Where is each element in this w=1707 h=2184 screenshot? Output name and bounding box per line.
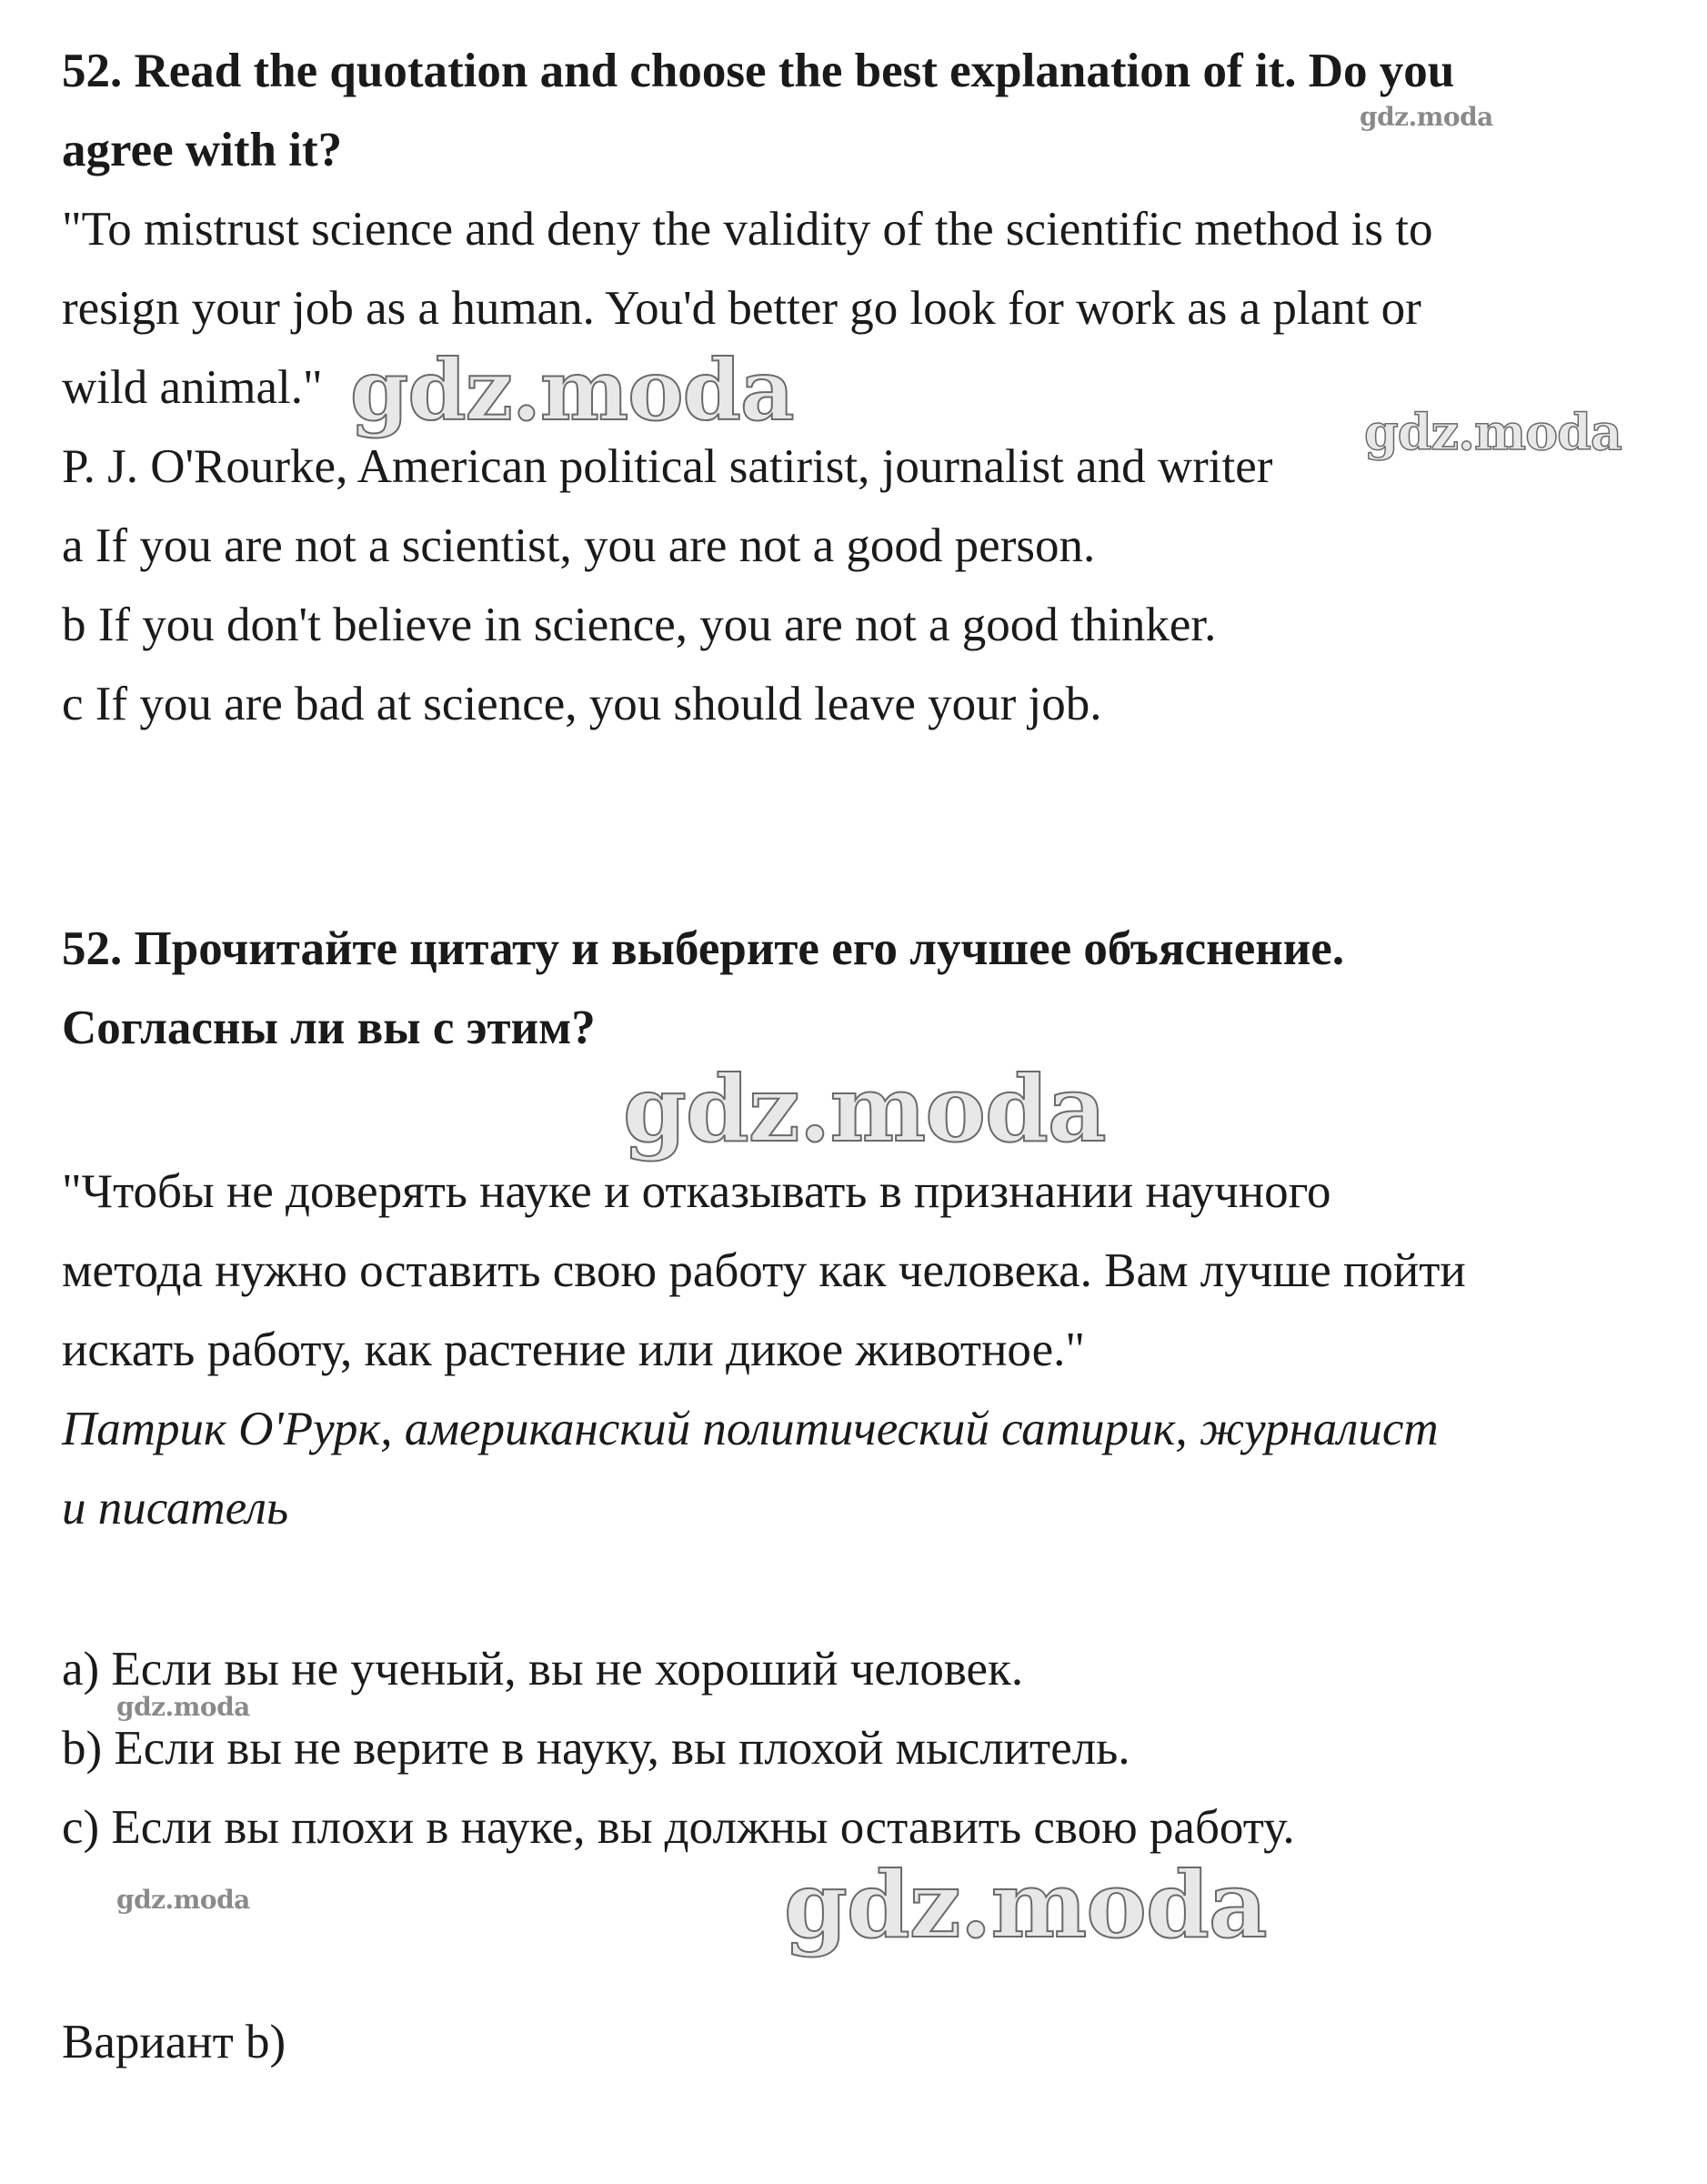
russian-quote-line1: "Чтобы не доверять науке и отказывать в признании научного [62, 1165, 1331, 1218]
watermark-logo: gdz.moda [623, 1055, 1106, 1162]
english-option-a: a If you are not a scientist, you are not a good person. [62, 519, 1096, 572]
watermark-logo: gdz.moda [350, 341, 794, 439]
english-author: P. J. O'Rourke, American political satirist, journalist and writer [62, 440, 1273, 493]
russian-option-b: b) Если вы не верите в науку, вы плохой мыслитель. [62, 1722, 1130, 1775]
watermark-logo: gdz.moda [116, 1885, 250, 1915]
english-heading-line2: agree with it? [62, 124, 343, 176]
english-heading-line1: 52. Read the quotation and choose the best explanation of it. Do you [62, 45, 1455, 97]
russian-heading-line2: Согласны ли вы с этим? [62, 1001, 596, 1054]
watermark-logo: gdz.moda [1364, 403, 1622, 461]
english-option-c: c If you are bad at science, you should leave your job. [62, 678, 1102, 730]
english-quote-line1: "To mistrust science and deny the validity of the scientific method is to [62, 203, 1433, 256]
russian-heading-line1: 52. Прочитайте цитату и выберите его лучшее объяснение. [62, 922, 1345, 975]
russian-quote-line2: метода нужно оставить свою работу как человека. Вам лучше пойти [62, 1244, 1466, 1297]
english-option-b: b If you don't believe in science, you are not a good thinker. [62, 599, 1217, 651]
russian-option-c: c) Если вы плохи в науке, вы должны оставить свою работу. [62, 1801, 1295, 1854]
answer-text: Вариант b) [62, 2016, 286, 2068]
russian-author-line2: и писатель [62, 1482, 289, 1535]
watermark-logo: gdz.moda [116, 1692, 250, 1722]
watermark-logo: gdz.moda [1360, 102, 1493, 132]
english-quote-line2: resign your job as a human. You'd better go look for work as a plant or [62, 282, 1421, 335]
russian-author-line1: Патрик О'Рурк, американский политический сатирик, журналист [62, 1403, 1439, 1455]
russian-option-a: a) Если вы не ученый, вы не хороший человек. [62, 1643, 1024, 1696]
english-quote-line3: wild animal." [62, 361, 323, 414]
watermark-logo: gdz.moda [784, 1851, 1267, 1958]
russian-quote-line3: искать работу, как растение или дикое животное." [62, 1323, 1085, 1376]
